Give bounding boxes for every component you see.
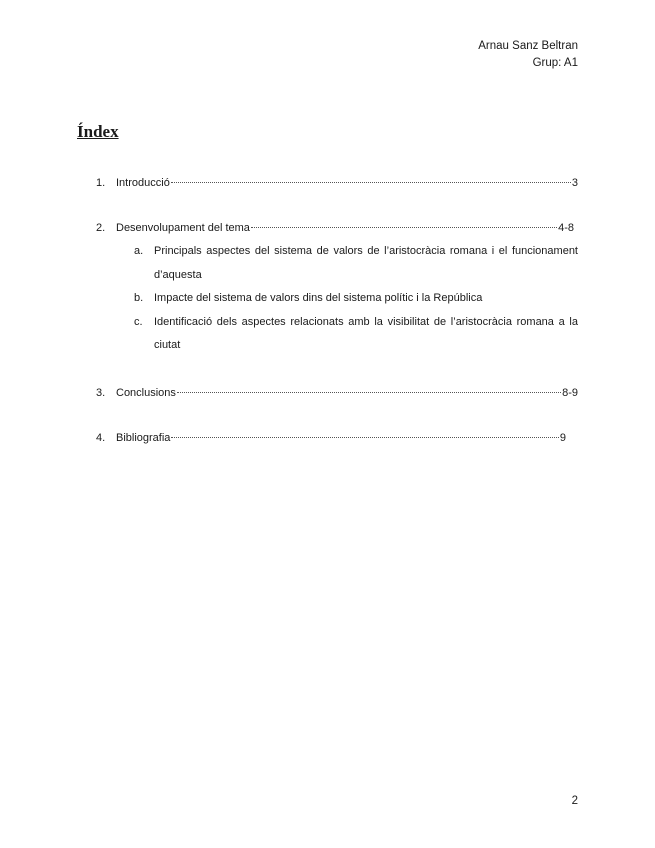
group-label: Grup: A1 [532, 57, 578, 69]
toc-entry-label: Conclusions [116, 386, 176, 399]
subitem-letter: a. [134, 245, 144, 257]
subitem-letter: c. [134, 315, 143, 328]
toc-subitem-b [134, 287, 578, 311]
toc-subitem-a [134, 240, 578, 287]
author-name: Arnau Sanz Beltran [478, 40, 578, 52]
subitem-text: Impacte del sistema de valors dins del sistema polític i la República [154, 292, 483, 304]
dot-leader [177, 392, 561, 393]
toc-entry-label: Introducció [116, 177, 170, 189]
toc-entry-label: Bibliografia [116, 431, 171, 444]
toc-entry-number: 4. [96, 431, 106, 444]
toc-entry-number: 1. [96, 177, 106, 189]
toc-entry-page: 9 [559, 431, 566, 444]
toc-subitem-c [134, 311, 578, 358]
dot-leader [171, 437, 558, 438]
toc-entry-number: 2. [96, 222, 106, 234]
toc-entry-conclusions [96, 385, 578, 401]
subitem-text: Identificació dels aspectes relacionats amb la visibilitat de l’aristocràcia romana a la ciutat [154, 315, 578, 351]
toc-entry-page: 4-8 [558, 222, 574, 234]
subitem-letter: b. [134, 292, 144, 304]
toc-entry-number: 3. [96, 386, 106, 399]
dot-leader [171, 182, 571, 183]
index-title: Índex [77, 122, 119, 141]
page-header [478, 38, 578, 72]
subitem-text: Principals aspectes del sistema de valors de l’aristocràcia romana i el funcionament d’aquesta [154, 245, 578, 281]
table-of-contents [96, 175, 578, 446]
dot-leader [251, 227, 557, 228]
toc-entry-bibliografia [96, 430, 566, 446]
toc-subitems [134, 240, 578, 358]
toc-entry-page: 3 [571, 177, 578, 189]
page-number: 2 [571, 795, 578, 807]
toc-entry-introduccio [96, 175, 578, 191]
toc-entry-desenvolupament [96, 220, 574, 236]
toc-entry-page: 8-9 [562, 386, 578, 399]
toc-entry-label: Desenvolupament del tema [116, 222, 250, 234]
